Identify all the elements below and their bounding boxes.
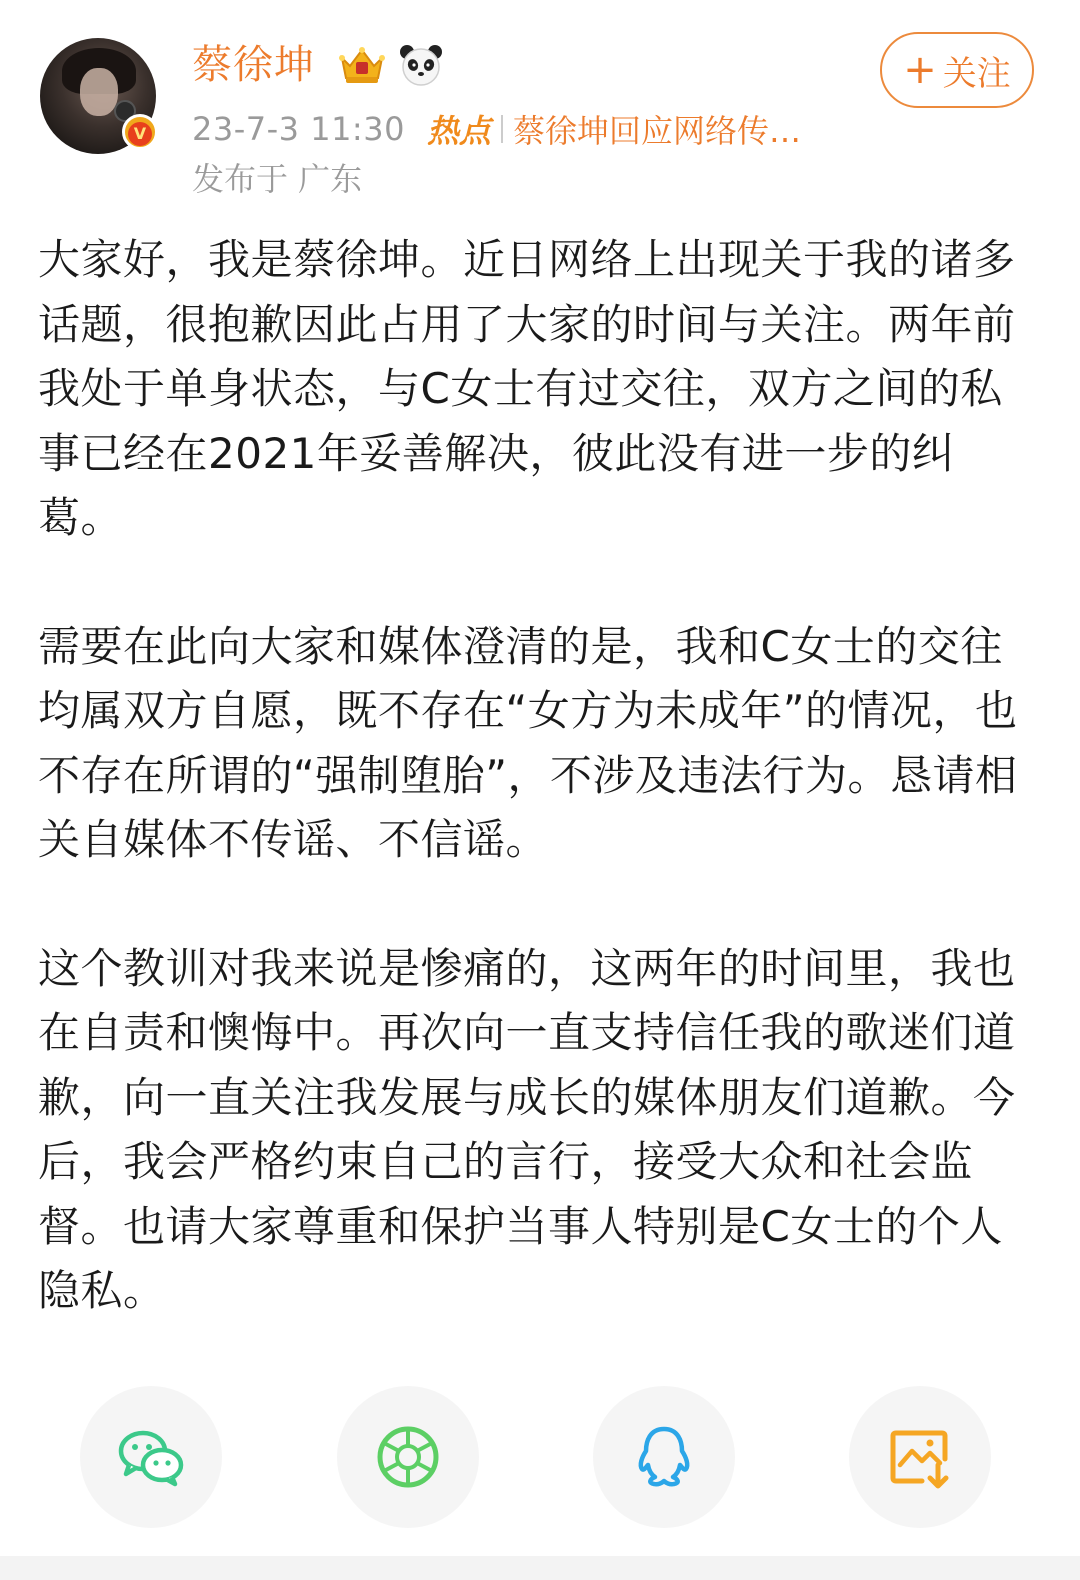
post-location: 发布于 广东 [192, 160, 363, 198]
post-paragraph: 大家好，我是蔡徐坤。近日网络上出现关于我的诸多话题，很抱歉因此占用了大家的时间与关注。两年前我处于单身状态，与C女士有过交往，双方之间的私事已经在2021年妥善解决，彼此没有进一步的纠葛。 [38, 235, 1016, 542]
share-wechat-button[interactable] [80, 1386, 222, 1528]
panda-badge-icon[interactable] [398, 42, 444, 88]
moments-icon [372, 1421, 444, 1493]
verified-badge-icon: V [122, 114, 158, 150]
post-body [38, 228, 1038, 1324]
plus-icon: + [903, 47, 937, 93]
meta-divider [501, 115, 503, 143]
avatar[interactable] [40, 38, 156, 154]
user-name[interactable]: 蔡徐坤 [192, 42, 315, 88]
save-image-button[interactable] [849, 1386, 991, 1528]
crown-badge-icon[interactable] [336, 44, 388, 86]
qq-icon [628, 1421, 700, 1493]
hot-topic-link[interactable]: 蔡徐坤回应网络传… [512, 112, 801, 150]
post-paragraph: 这个教训对我来说是惨痛的，这两年的时间里，我也在自责和懊悔中。再次向一直支持信任我的歌迷们道歉，向一直关注我发展与成长的媒体朋友们道歉。今后，我会严格约束自己的言行，接受大众和社会监督。也请大家尊重和保护当事人特别是C女士的个人隐私。 [38, 943, 1016, 1315]
follow-button[interactable] [880, 32, 1034, 108]
hot-tag[interactable]: 热点 [426, 112, 491, 150]
post-header [0, 0, 1080, 215]
post-meta [192, 104, 801, 154]
save-image-icon [884, 1421, 956, 1493]
share-moments-button[interactable] [337, 1386, 479, 1528]
bottom-divider [0, 1556, 1080, 1580]
post-timestamp: 23-7-3 11:30 [192, 110, 405, 148]
follow-label: 关注 [942, 53, 1011, 94]
post-paragraph: 需要在此向大家和媒体澄清的是，我和C女士的交往均属双方自愿，既不存在“女方为未成年”的情况，也不存在所谓的“强制堕胎”，不涉及违法行为。恳请相关自媒体不传谣、不信谣。 [38, 621, 1018, 864]
share-qq-button[interactable] [593, 1386, 735, 1528]
wechat-icon [115, 1421, 187, 1493]
share-bar [0, 1386, 1080, 1528]
